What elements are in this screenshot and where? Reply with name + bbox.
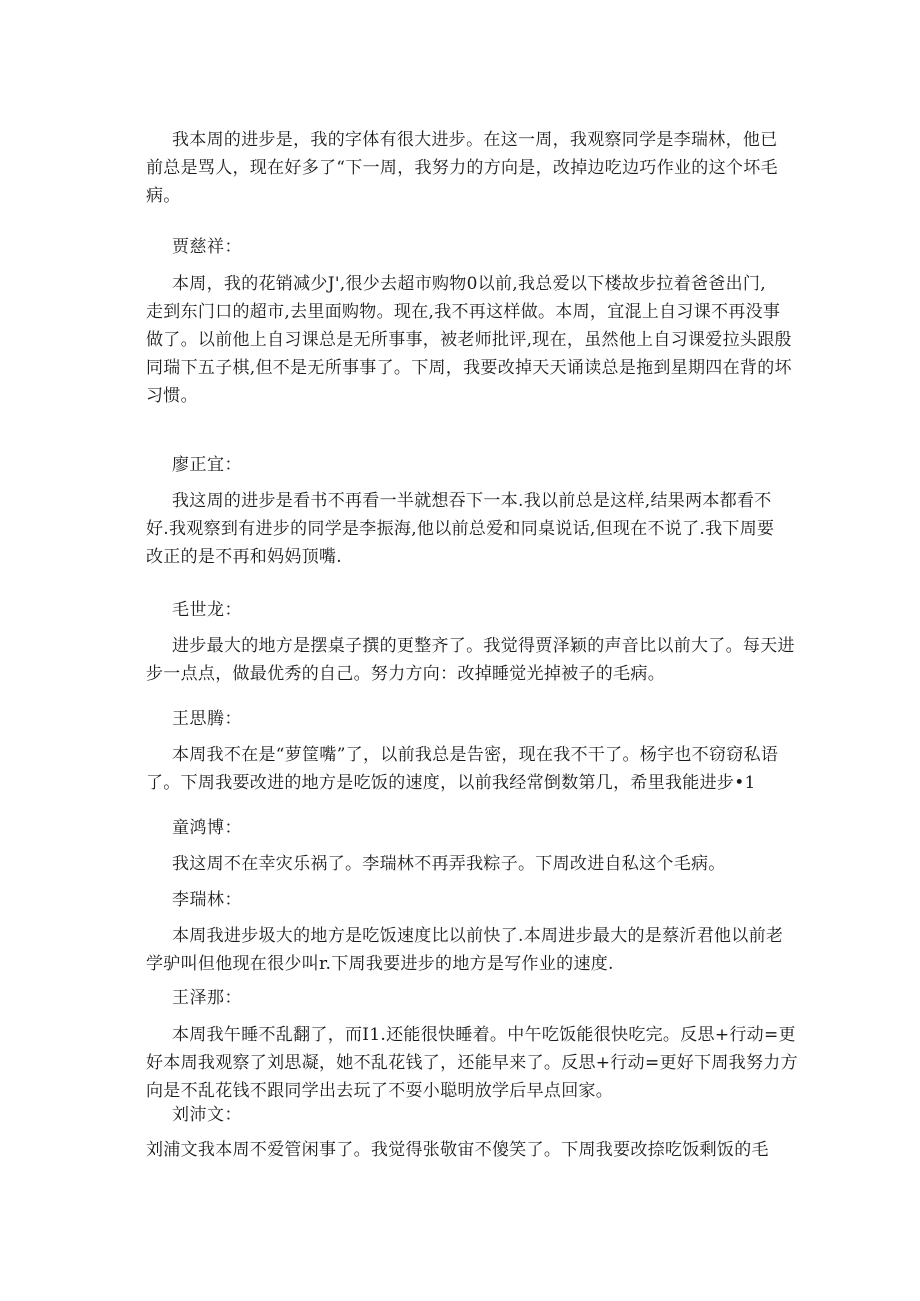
paragraph: [146, 1136, 797, 1164]
paragraph-line: 病。: [146, 186, 181, 206]
student-name: 贾慈祥：: [172, 237, 242, 257]
paragraph-line: 我本周的进步是，我的字体有很大进步。在这一周，我观察同学是李瑞林，他已: [172, 130, 778, 150]
student-name: 刘沛文：: [172, 1105, 242, 1125]
paragraph-intro: [146, 126, 797, 210]
paragraph: [146, 632, 797, 688]
paragraph-line: 本周我进步圾大的地方是吃饭速度比以前快了.本周进步最大的是蔡沂君他以前老: [172, 926, 784, 946]
paragraph-line: 好本周我观察了刘思凝，她不乱花钱了，还能早来了。反思+行动=更好下周我努力方: [146, 1053, 798, 1073]
paragraph-line: 刘浦文我本周不爱管闲事了。我觉得张敬宙不傻笑了。下周我要改捺吃饭剩饭的毛: [146, 1140, 769, 1160]
paragraph-line: 我这周不在幸灾乐祸了。李瑞林不再弄我粽子。下周改进自私这个毛病。: [172, 854, 726, 874]
paragraph-line: 本周，我的花销减少J',很少去超市购物0以前,我总爱以下楼故步拉着爸爸出门,: [172, 274, 766, 294]
paragraph-line: 前总是骂人，现在好多了“下一周，我努力的方向是，改掉边吃边巧作业的这个坏毛: [146, 158, 778, 178]
student-name: 童鸿博：: [172, 818, 242, 838]
paragraph: [146, 270, 797, 410]
student-name: 李瑞林：: [172, 890, 242, 910]
student-name: 毛世龙：: [172, 600, 242, 620]
paragraph-line: 同瑞下五子棋,但不是无所事事了。下周，我要改掉天天诵读总是拖到星期四在背的坏: [146, 358, 792, 378]
paragraph-line: 好.我观察到有进步的同学是李振海,他以前总爱和同桌说话,但现在不说了.我下周要: [146, 519, 775, 539]
paragraph-line: 我这周的进步是看书不再看一半就想吞下一本.我以前总是这样,结果两本都看不: [172, 491, 772, 511]
paragraph: [172, 850, 797, 878]
paragraph: [146, 1021, 798, 1105]
paragraph: [146, 922, 797, 978]
paragraph-line: 本周我午睡不乱翻了，而I1.还能很快睡着。中午吃饭能很快吃完。反思+行动=更: [172, 1025, 796, 1045]
student-name: 王泽那：: [172, 988, 242, 1008]
paragraph-line: 做了。以前他上自习课总是无所事事，被老师批评,现在，虽然他上自习课爱拉头跟殷: [146, 330, 792, 350]
paragraph: [146, 487, 797, 571]
paragraph-line: 学驴叫但他现在很少叫r.下周我要进步的地方是写作业的速度.: [146, 954, 614, 974]
paragraph-line: 本周我不在是“萝筐嘴”了，以前我总是告密，现在我不干了。杨宇也不窃窃私语: [172, 745, 779, 765]
paragraph-line: 进步最大的地方是摆桌子撰的更整齐了。我觉得贾泽颖的声音比以前大了。每天进: [172, 636, 795, 656]
paragraph: [146, 741, 797, 797]
paragraph-line: 了。下周我要改进的地方是吃饭的速度，以前我经常倒数第几，希里我能进步•1: [146, 773, 756, 793]
paragraph-line: 步一点点，做最优秀的自己。努力方向：改掉睡觉光掉被子的毛病。: [146, 664, 665, 684]
paragraph-line: 习惯。: [146, 386, 198, 406]
paragraph-line: 改正的是不再和妈妈顶嘴.: [146, 547, 343, 567]
student-name: 廖正宜：: [172, 455, 242, 475]
paragraph-line: 走到东门口的超市,去里面购物。现在,我不再这样做。本周，宜混上自习课不再没事: [146, 302, 781, 322]
student-name: 王思腾：: [172, 709, 242, 729]
paragraph-line: 向是不乱花钱不跟同学出去玩了不耍小聪明放学后早点回家。: [146, 1081, 614, 1101]
